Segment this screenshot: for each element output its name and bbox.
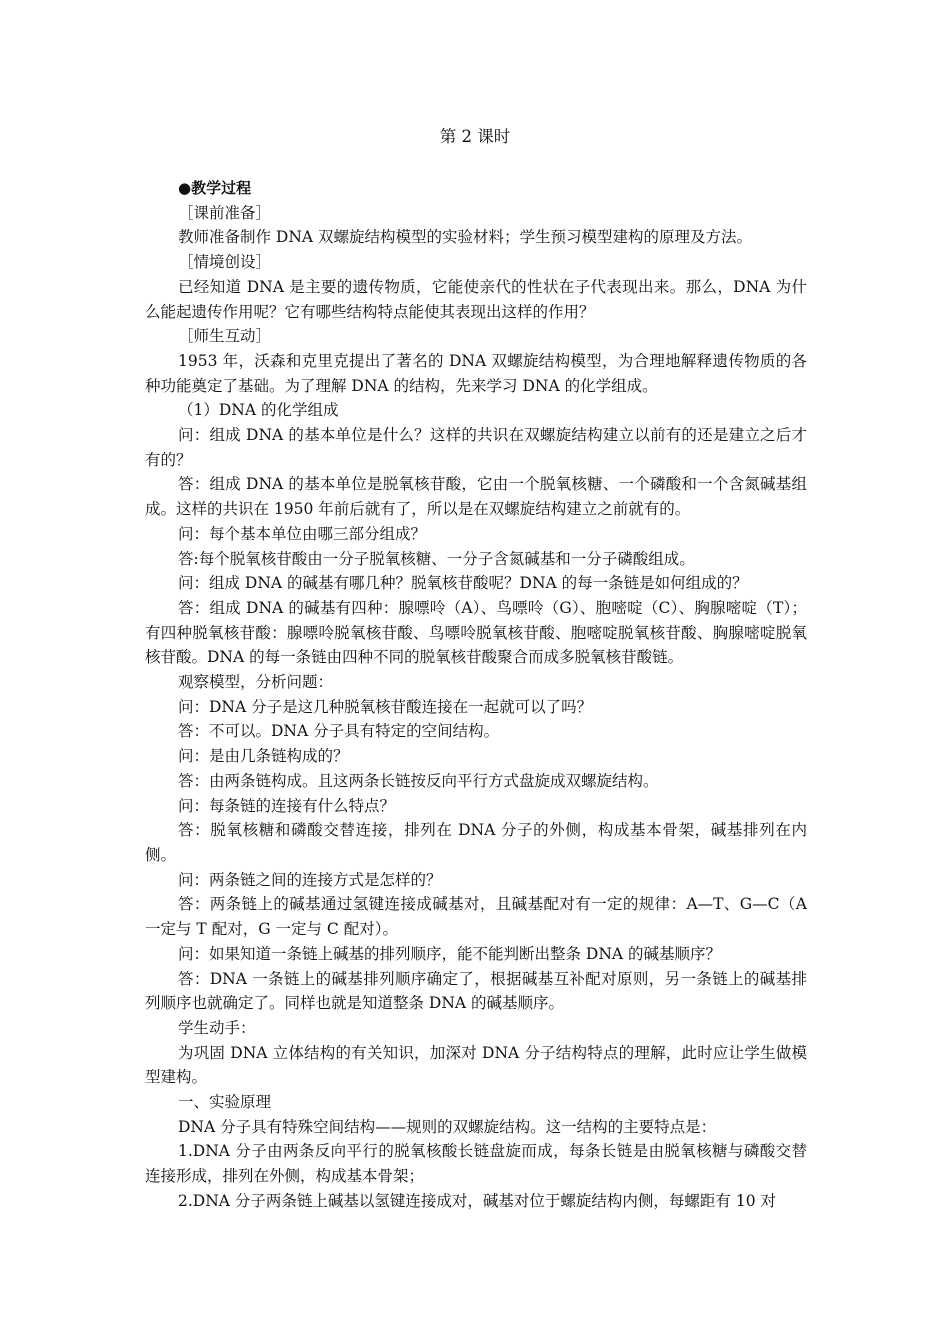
paragraph: 1953 年，沃森和克里克提出了著名的 DNA 双螺旋结构模型，为合理地解释遗传物质的各种功能奠定了基础。为了理解 DNA 的结构，先来学习 DNA 的化学组成。 (145, 351, 807, 395)
answer: 答：组成 DNA 的基本单位是脱氧核苷酸，它由一个脱氧核糖、一个磷酸和一个含氮碱基组成。这样的共识在 1950 年前后就有了，所以是在双螺旋结构建立之前就有的。 (145, 475, 807, 519)
question: 问：每条链的连接有什么特点？ (178, 796, 396, 815)
question: 问：每个基本单位由哪三部分组成？ (178, 524, 427, 543)
list-item: 1.DNA 分子由两条反向平行的脱氧核酸长链盘旋而成，每条长链是由脱氧核糖与磷酸交替连接形成，排列在外侧，构成基本骨架； (145, 1142, 807, 1186)
document-body (145, 176, 807, 1214)
answer: 答：不可以。DNA 分子具有特定的空间结构。 (178, 722, 500, 741)
paragraph: 教师准备制作 DNA 双螺旋结构模型的实验材料；学生预习模型建构的原理及方法。 (178, 228, 753, 247)
subheading-scenario: ［情境创设］ (178, 253, 272, 272)
paragraph: 观察模型，分析问题： (178, 673, 334, 692)
question: 问：两条链之间的连接方式是怎样的？ (178, 870, 442, 889)
subheading-dna-composition: （1）DNA 的化学组成 (178, 401, 339, 420)
paragraph: DNA 分子具有特殊空间结构——规则的双螺旋结构。这一结构的主要特点是： (178, 1117, 717, 1136)
list-item: 2.DNA 分子两条链上碱基以氢键连接成对，碱基对位于螺旋结构内侧，每螺距有 10 对 (178, 1191, 776, 1210)
question: 问：如果知道一条链上碱基的排列顺序，能不能判断出整条 DNA 的碱基顺序？ (178, 944, 722, 963)
section-heading-teaching-process: ●教学过程 (178, 179, 252, 197)
answer: 答：组成 DNA 的碱基有四种：腺嘌呤（A）、鸟嘌呤（G）、胞嘧啶（C）、胸腺嘧啶（T）；有四种脱氧核苷酸：腺嘌呤脱氧核苷酸、鸟嘌呤脱氧核苷酸、胞嘧啶脱氧核苷酸、胸腺嘧啶脱氧核苷酸。DNA 的每一条链由四种不同的脱氧核苷酸聚合而成多脱氧核苷酸链。 (145, 598, 807, 667)
answer: 答：两条链上的碱基通过氢键连接成碱基对，且碱基配对有一定的规律：A—T、G—C（A 一定与 T 配对，G 一定与 C 配对）。 (145, 895, 807, 939)
answer: 答：脱氧核糖和磷酸交替连接，排列在 DNA 分子的外侧，构成基本骨架，碱基排列在内侧。 (145, 821, 807, 864)
subheading-experiment-principle: 一、实验原理 (178, 1093, 272, 1112)
paragraph: 已经知道 DNA 是主要的遗传物质，它能使亲代的性状在子代表现出来。那么，DNA 为什么能起遗传作用呢？它有哪些结构特点能使其表现出这样的作用？ (145, 277, 807, 321)
subheading-interaction: ［师生互动］ (178, 327, 272, 346)
answer: 答:每个脱氧核苷酸由一分子脱氧核糖、一分子含氮碱基和一分子磷酸组成。 (178, 549, 695, 568)
paragraph: 为巩固 DNA 立体结构的有关知识，加深对 DNA 分子结构特点的理解，此时应让学生做模型建构。 (145, 1043, 807, 1087)
question: 问：是由几条链构成的？ (178, 747, 349, 766)
page-title: 第 2 课时 (439, 127, 511, 146)
question: 问：组成 DNA 的碱基有哪几种？脱氧核苷酸呢？DNA 的每一条链是如何组成的？ (178, 574, 748, 593)
answer: 答：由两条链构成。且这两条长链按反向平行方式盘旋成双螺旋结构。 (178, 771, 659, 790)
subheading-preparation: ［课前准备］ (178, 203, 272, 222)
question: 问：组成 DNA 的基本单位是什么？这样的共识在双螺旋结构建立以前有的还是建立之后才有的？ (145, 426, 807, 469)
paragraph: 学生动手： (178, 1018, 256, 1037)
answer: 答：DNA 一条链上的碱基排列顺序确定了，根据碱基互补配对原则，另一条链上的碱基排列顺序也就确定了。同样也就是知道整条 DNA 的碱基顺序。 (145, 969, 807, 1013)
question: 问：DNA 分子是这几种脱氧核苷酸连接在一起就可以了吗？ (178, 697, 593, 716)
